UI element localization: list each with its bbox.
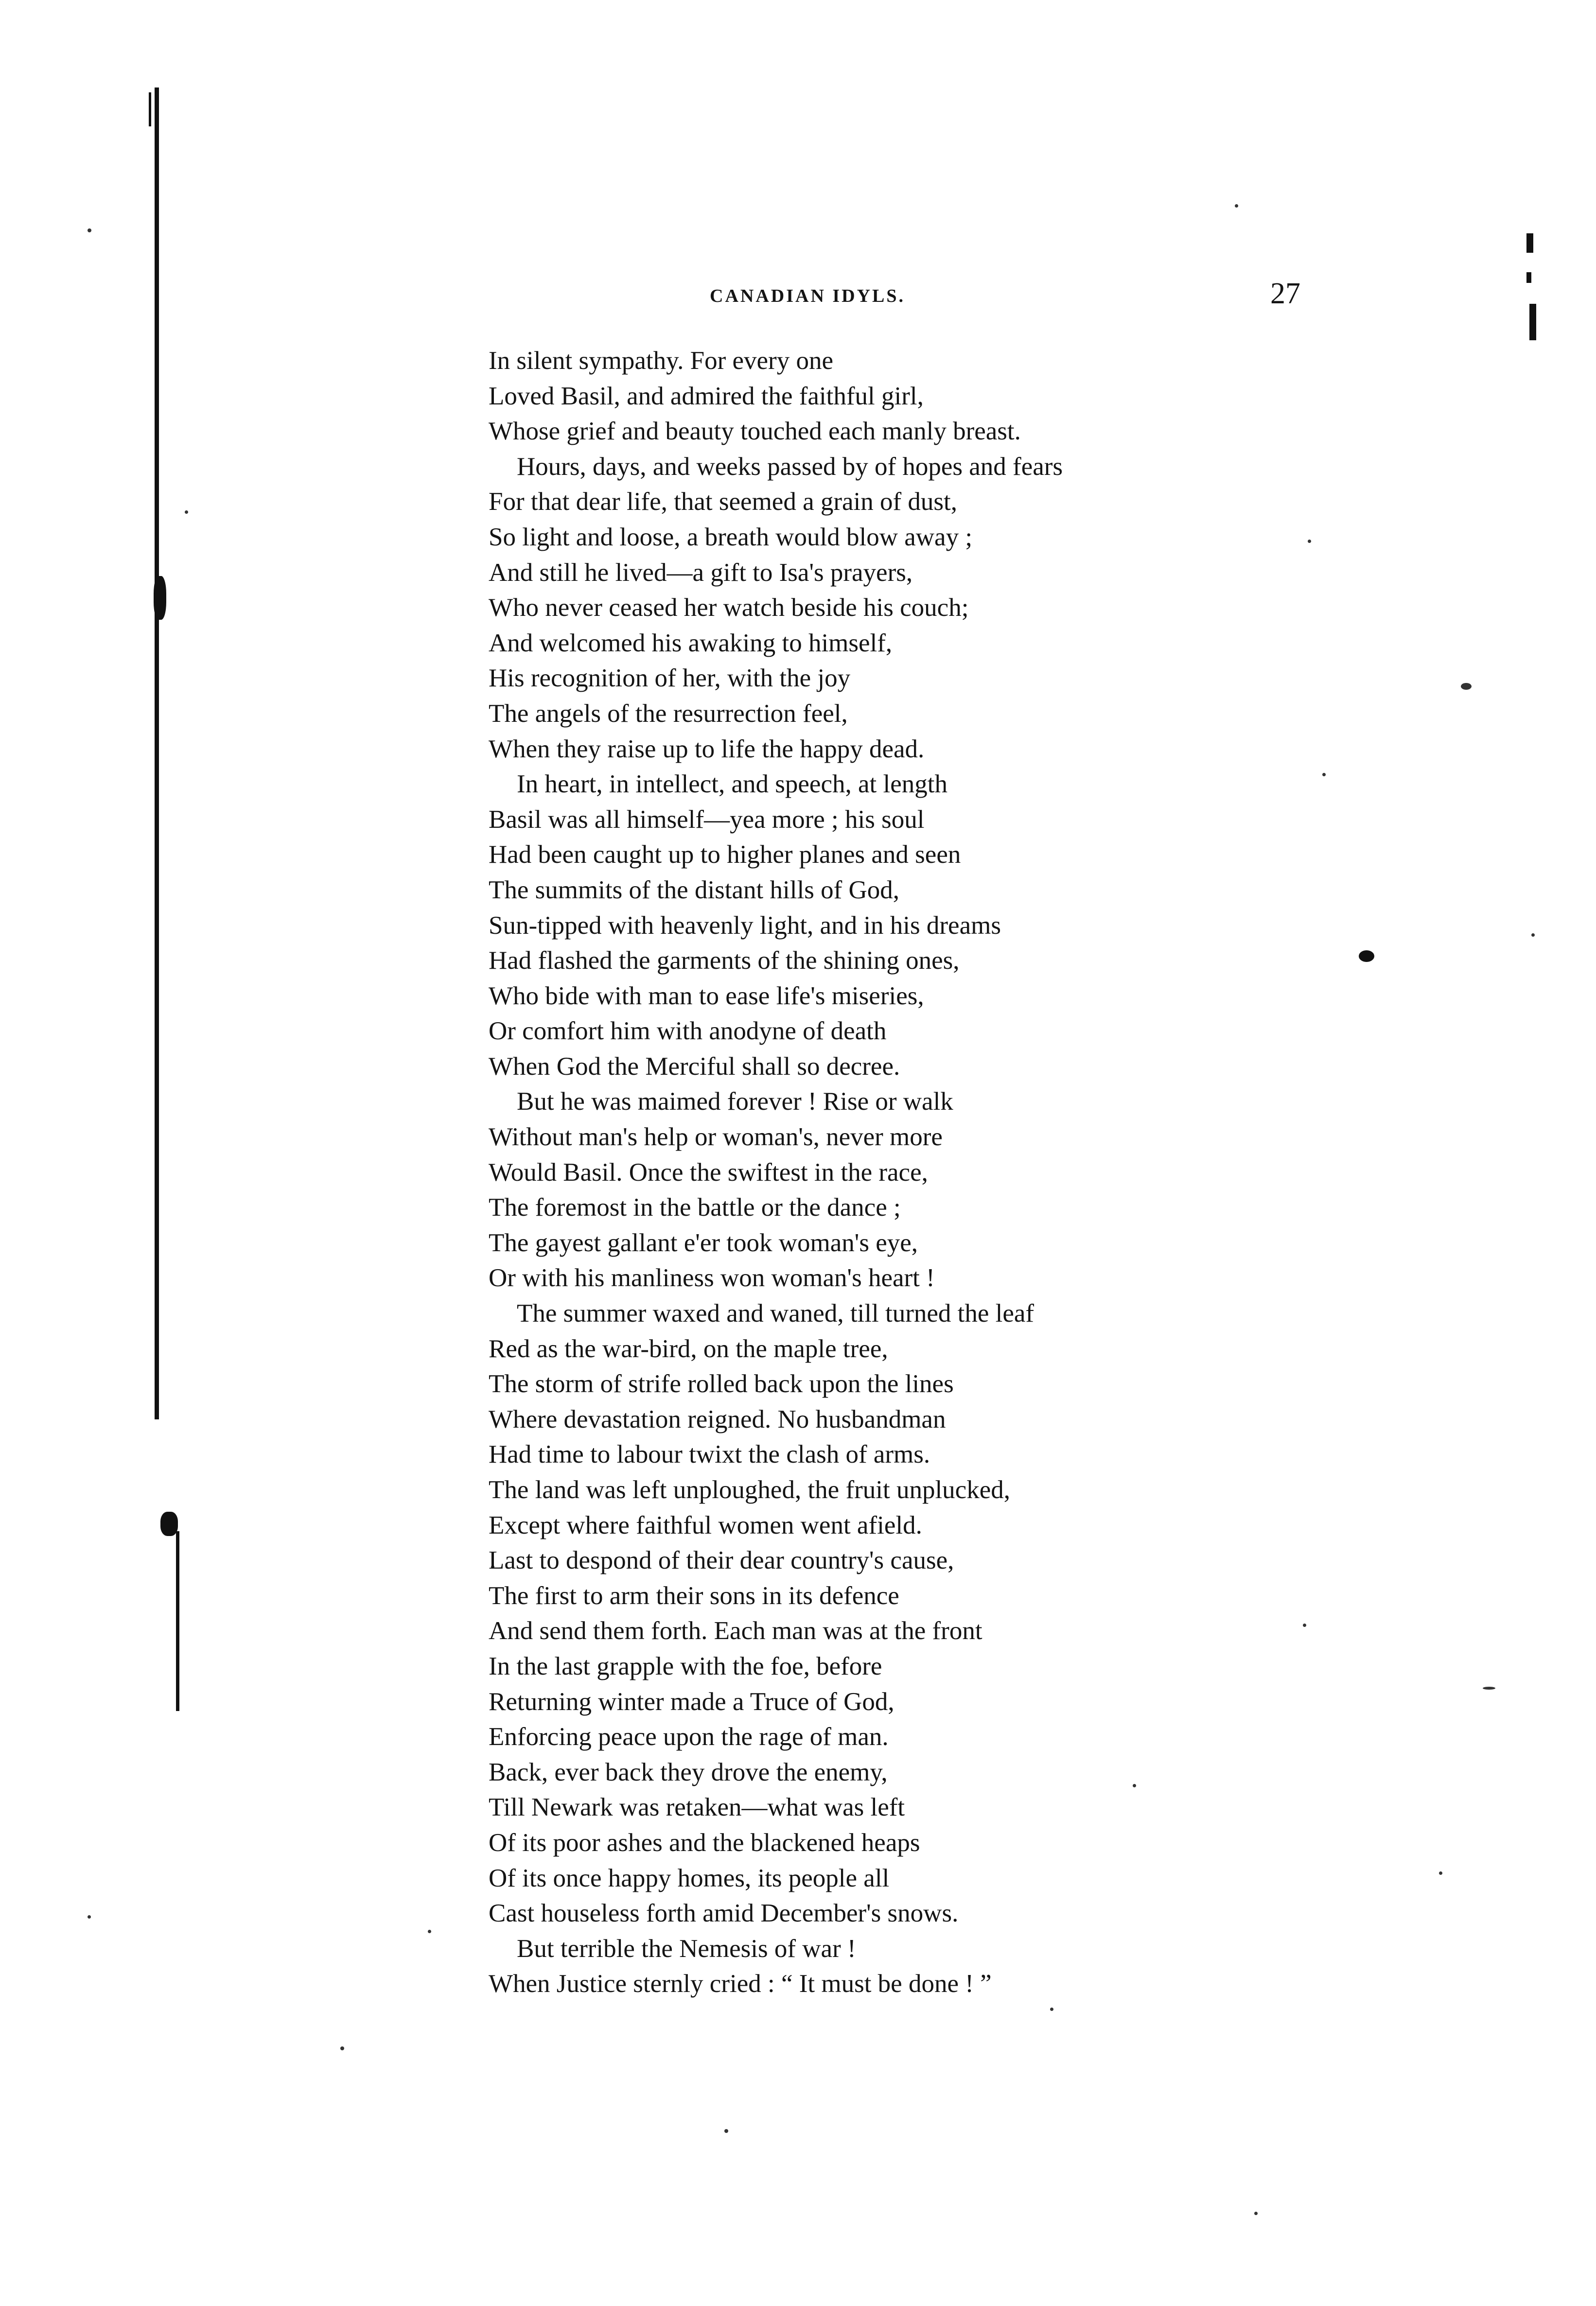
scan-speck xyxy=(1303,1624,1306,1627)
poem-line: For that dear life, that seemed a grain of dust, xyxy=(489,488,957,516)
scan-speck xyxy=(1531,933,1535,937)
poem-text xyxy=(489,343,1247,2002)
poem-line: Sun-tipped with heavenly light, and in his dreams xyxy=(489,911,1001,940)
poem-line: When they raise up to life the happy dead. xyxy=(489,734,925,763)
poem-line: Red as the war-bird, on the maple tree, xyxy=(489,1334,888,1363)
scan-speck xyxy=(1439,1871,1442,1875)
running-header xyxy=(710,277,1300,318)
poem-line: But terrible the Nemesis of war ! xyxy=(517,1934,856,1963)
poem-line: Returning winter made a Truce of God, xyxy=(489,1687,894,1716)
poem-line: Last to despond of their dear country's cause, xyxy=(489,1546,954,1575)
poem-line: Basil was all himself—yea more ; his soul xyxy=(489,805,925,834)
poem-line: Had time to labour twixt the clash of arms. xyxy=(489,1440,930,1469)
left-margin-rule xyxy=(155,87,159,1419)
poem-line: But he was maimed forever ! Rise or walk xyxy=(517,1087,953,1116)
left-margin-rule-lower xyxy=(176,1531,179,1711)
right-margin-mark xyxy=(1526,272,1531,283)
poem-line: Of its once happy homes, its people all xyxy=(489,1864,890,1892)
scan-speck xyxy=(1050,2008,1053,2011)
poem-line: In heart, in intellect, and speech, at length xyxy=(517,770,947,799)
poem-line: The angels of the resurrection feel, xyxy=(489,699,848,728)
scan-speck xyxy=(88,1915,91,1919)
poem-line: Back, ever back they drove the enemy, xyxy=(489,1758,888,1786)
poem-line: Enforcing peace upon the rage of man. xyxy=(489,1723,889,1751)
poem-line: The foremost in the battle or the dance ; xyxy=(489,1193,901,1222)
poem-line: So light and loose, a breath would blow away ; xyxy=(489,523,973,551)
page-number: 27 xyxy=(1270,277,1300,310)
scan-speck xyxy=(1483,1687,1495,1690)
poem-line: Of its poor ashes and the blackened heaps xyxy=(489,1828,920,1857)
poem-line: The summits of the distant hills of God, xyxy=(489,875,899,904)
poem-line: In silent sympathy. For every one xyxy=(489,347,833,375)
left-margin-rule-mark xyxy=(149,92,151,126)
poem-line: Except where faithful women went afield. xyxy=(489,1511,922,1539)
right-margin-blot xyxy=(1359,950,1374,962)
poem-line: Hours, days, and weeks passed by of hopes and fears xyxy=(517,452,1063,481)
poem-line: The summer waxed and waned, till turned the leaf xyxy=(517,1299,1035,1328)
poem-line: Or with his manliness won woman's heart ! xyxy=(489,1264,935,1293)
scan-speck xyxy=(340,2046,344,2050)
poem-line: When God the Merciful shall so decree. xyxy=(489,1052,900,1081)
left-margin-blot xyxy=(154,576,166,620)
scan-speck xyxy=(1461,683,1472,690)
scan-speck xyxy=(1322,773,1326,776)
scan-speck xyxy=(1254,2212,1258,2215)
left-margin-blot xyxy=(160,1512,178,1536)
poem-line: Whose grief and beauty touched each manly breast. xyxy=(489,417,1021,446)
poem-line: When Justice sternly cried : “ It must be done ! ” xyxy=(489,1970,992,1998)
poem-line: And still he lived—a gift to Isa's prayers, xyxy=(489,558,913,587)
poem-line: Who never ceased her watch beside his couch; xyxy=(489,594,969,622)
poem-line: And welcomed his awaking to himself, xyxy=(489,629,893,657)
poem-line: Loved Basil, and admired the faithful girl, xyxy=(489,382,924,410)
poem-line: And send them forth. Each man was at the front xyxy=(489,1617,982,1645)
poem-line: Had been caught up to higher planes and seen xyxy=(489,840,961,869)
poem-line: Would Basil. Once the swiftest in the race, xyxy=(489,1158,928,1187)
scan-speck xyxy=(185,510,188,514)
scan-speck xyxy=(88,228,91,232)
scan-speck xyxy=(724,2129,728,2133)
poem-line: The storm of strife rolled back upon the lines xyxy=(489,1370,954,1398)
poem-line: Till Newark was retaken—what was left xyxy=(489,1793,905,1822)
scan-speck xyxy=(428,1930,431,1933)
poem-line: Or comfort him with anodyne of death xyxy=(489,1017,887,1046)
poem-line: The first to arm their sons in its defence xyxy=(489,1581,899,1610)
right-margin-mark xyxy=(1529,304,1536,340)
scan-speck xyxy=(1308,540,1311,543)
right-margin-mark xyxy=(1526,233,1533,253)
poem-line: Had flashed the garments of the shining ones, xyxy=(489,946,960,975)
poem-line: His recognition of her, with the joy xyxy=(489,664,851,693)
poem-line: Cast houseless forth amid December's snows. xyxy=(489,1899,959,1928)
poem-line: In the last grapple with the foe, before xyxy=(489,1652,882,1680)
poem-line: The gayest gallant e'er took woman's eye, xyxy=(489,1228,918,1257)
poem-line: Who bide with man to ease life's miseries, xyxy=(489,981,924,1010)
poem-line: Without man's help or woman's, never more xyxy=(489,1123,943,1152)
scan-speck xyxy=(1235,204,1238,208)
running-title: CANADIAN IDYLS. xyxy=(710,286,906,306)
poem-line: Where devastation reigned. No husbandman xyxy=(489,1405,946,1433)
poem-line: The land was left unploughed, the fruit unplucked, xyxy=(489,1476,1010,1504)
